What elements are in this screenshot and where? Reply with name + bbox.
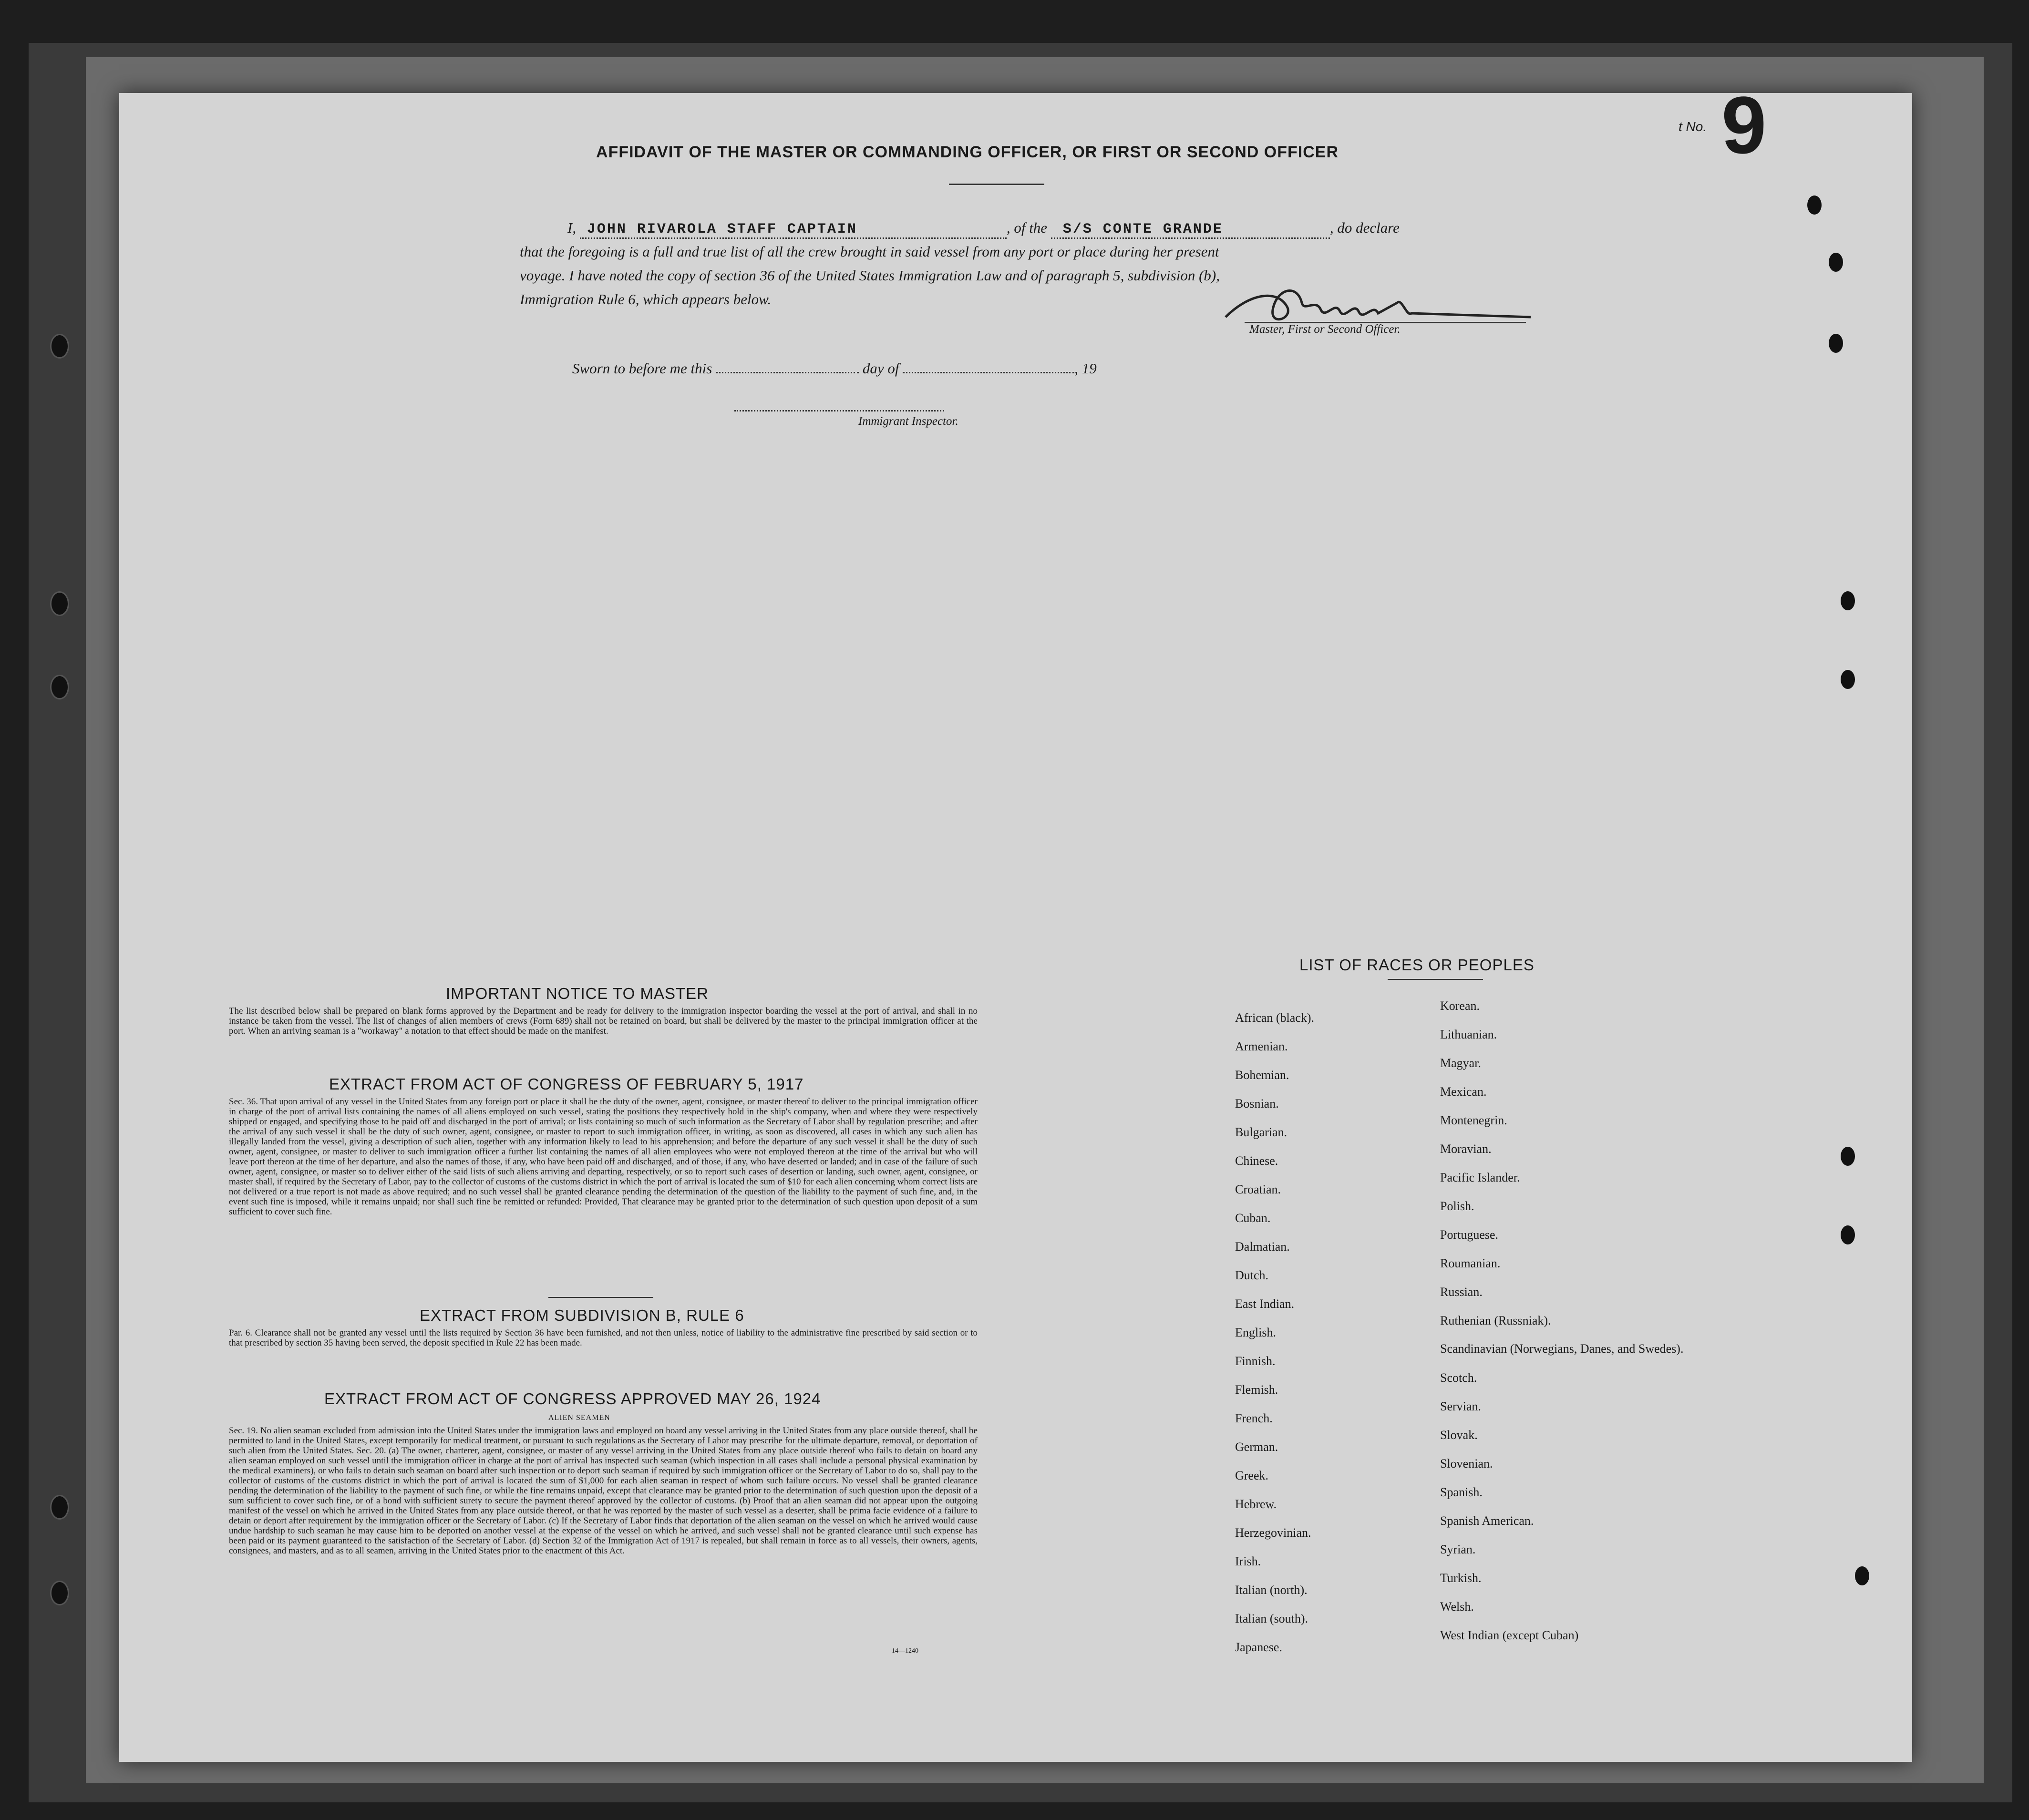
extract-1924-subtitle: ALIEN SEAMEN xyxy=(548,1414,610,1422)
year-label: , 19 xyxy=(1074,360,1097,377)
race-item: West Indian (except Cuban) xyxy=(1440,1628,1579,1642)
race-item: Servian. xyxy=(1440,1399,1481,1413)
races-title: LIST OF RACES OR PEOPLES xyxy=(1299,956,1535,974)
affidavit-title: AFFIDAVIT OF THE MASTER OR COMMANDING OFFICER, OR FIRST OR SECOND OFFICER xyxy=(596,143,1339,161)
race-item: Lithuanian. xyxy=(1440,1028,1497,1041)
races-left-column xyxy=(1235,1011,1473,1669)
race-item: Spanish American. xyxy=(1440,1514,1534,1528)
races-right-column xyxy=(1440,999,1707,1657)
race-item: Korean. xyxy=(1440,999,1480,1013)
race-item: Polish. xyxy=(1440,1199,1474,1213)
race-item: Ruthenian (Russniak). xyxy=(1440,1314,1551,1327)
race-item: Portuguese. xyxy=(1440,1228,1499,1242)
section-rule xyxy=(548,1297,653,1298)
document-page xyxy=(119,80,1912,1762)
race-item: Flemish. xyxy=(1235,1383,1278,1397)
race-item: Russian. xyxy=(1440,1285,1483,1299)
race-item: Scotch. xyxy=(1440,1371,1477,1385)
race-item: Turkish. xyxy=(1440,1571,1482,1585)
race-item: Finnish. xyxy=(1235,1354,1276,1368)
race-item: Scandinavian (Norwegians, Danes, and Swedes). xyxy=(1440,1342,1684,1356)
punch-hole xyxy=(1841,670,1855,689)
race-item: Moravian. xyxy=(1440,1142,1492,1156)
affidavit-pre-name: I, xyxy=(567,219,577,236)
sworn-line xyxy=(572,360,1097,377)
master-name-field: JOHN RIVAROLA STAFF CAPTAIN xyxy=(580,221,1007,239)
race-item: English. xyxy=(1235,1326,1276,1339)
form-number: 14—1240 xyxy=(892,1647,918,1655)
affidavit-of-the: , of the xyxy=(1006,219,1048,236)
vessel-name-field: S/S CONTE GRANDE xyxy=(1051,221,1330,239)
notice-title: IMPORTANT NOTICE TO MASTER xyxy=(446,985,709,1002)
punch-hole xyxy=(1829,253,1843,272)
sworn-day-field xyxy=(716,372,859,373)
punch-hole xyxy=(1841,591,1855,610)
race-item: German. xyxy=(1235,1440,1278,1454)
punch-hole xyxy=(1841,1225,1855,1244)
affidavit-line3: voyage. I have noted the copy of section 36 of the United States Immigration Law and of paragraph 5, subdivision (b), xyxy=(520,267,1220,284)
races-rule xyxy=(1388,979,1483,980)
race-item: Magyar. xyxy=(1440,1056,1481,1070)
race-item: Spanish. xyxy=(1440,1485,1483,1499)
race-item: Cuban. xyxy=(1235,1211,1271,1225)
race-item: Italian (south). xyxy=(1235,1612,1308,1625)
race-item: Slovenian. xyxy=(1440,1457,1493,1470)
signature-caption: Master, First or Second Officer. xyxy=(1249,323,1401,336)
race-item: Pacific Islander. xyxy=(1440,1171,1520,1184)
race-item: Japanese. xyxy=(1235,1640,1282,1654)
affidavit-line4: Immigration Rule 6, which appears below. xyxy=(520,291,772,308)
affidavit-line1 xyxy=(567,219,1400,239)
race-item: African (black). xyxy=(1235,1011,1315,1025)
sworn-month-field xyxy=(903,372,1074,373)
binder-hole xyxy=(50,1495,69,1520)
race-item: Herzegovinian. xyxy=(1235,1526,1311,1540)
race-item: Chinese. xyxy=(1235,1154,1278,1168)
extract-1924-title: EXTRACT FROM ACT OF CONGRESS APPROVED MAY 26, 1924 xyxy=(324,1390,821,1408)
page-no-label: t No. xyxy=(1679,119,1707,134)
sworn-label: Sworn to before me this xyxy=(572,360,712,377)
race-item: Welsh. xyxy=(1440,1600,1474,1614)
punch-hole xyxy=(1841,1147,1855,1166)
race-item: French. xyxy=(1235,1411,1273,1425)
race-item: Armenian. xyxy=(1235,1039,1288,1053)
race-item: East Indian. xyxy=(1235,1297,1295,1311)
race-item: Dutch. xyxy=(1235,1268,1269,1282)
race-item: Greek. xyxy=(1235,1469,1269,1482)
binder-hole xyxy=(50,1581,69,1605)
race-item: Roumanian. xyxy=(1440,1256,1501,1270)
binder-hole xyxy=(50,591,69,616)
inspector-signature-line xyxy=(734,410,944,411)
race-item: Bosnian. xyxy=(1235,1097,1279,1111)
page-number: 9 xyxy=(1721,80,1767,171)
punch-hole xyxy=(1855,1566,1869,1585)
extract-rule6-body: Par. 6. Clearance shall not be granted any vessel until the lists required by Section 36 have been furnished, and not then unless, notice of liability to the administrative fine prescribed by said section or to that prescribed by section 35 having been served, the deposit specified in Rule 22 has been made. xyxy=(229,1328,978,1348)
extract-1917-body: Sec. 36. That upon arrival of any vessel in the United States from any foreign port or place it shall be the duty of the owner, agent, consignee, or master thereof to deliver to the principal immigration officer in charge of the port of arrival lists containing the names of all aliens employed on such vessel, stating the positions they respectively hold in the ship's company, when and where they were respectively shipped or engaged, and specifying those to be paid off and discharged in the port of arrival; or lists containing so much of such information as the Secretary of Labor shall by regulation prescribe; and after the arrival of any such vessel it shall be the duty of such owner, agent, consignee, or master to report to such immigration officer, in writing, as soon as discovered, all cases in which any such alien has illegally landed from the vessel, giving a description of such alien, together with any information likely to lead to his apprehension; and before the departure of any such vessel it shall be the duty of such owner, agent, consignee, or master to deliver to such immigration officer a further list containing the names of all alien employees who were not employed thereon at the time of the arrival but who will leave port thereon at the time of her departure, and also the names of those, if any, who have been paid off and discharged, and of those, if any, who have deserted or landed; and in case of the failure of such owner, agent, consignee, or master so to deliver either of the said lists of such aliens arriving and departing, respectively, or so to report such cases of desertion or landing, such owner, agent, consignee, or master shall, if required by the Secretary of Labor, pay to the collector of customs of the customs district in which the port of arrival is located the sum of $10 for each alien concerning whom correct lists are not delivered or a true report is not made as above required; and no such vessel shall be granted clearance pending the determination of the question of the liability to the payment of such fine, and, in the event such fine is imposed, while it remains unpaid; nor shall such fine be remitted or refunded: Provided, That clearance may be granted prior to the determination of such question upon deposit of a sum sufficient to cover such fine. xyxy=(229,1097,978,1217)
extract-1917-title: EXTRACT FROM ACT OF CONGRESS OF FEBRUARY 5, 1917 xyxy=(329,1075,804,1093)
race-item: Montenegrin. xyxy=(1440,1113,1507,1127)
day-of-label: day of xyxy=(862,360,899,377)
race-item: Bulgarian. xyxy=(1235,1125,1287,1139)
race-item: Syrian. xyxy=(1440,1542,1476,1556)
race-item: Italian (north). xyxy=(1235,1583,1308,1597)
punch-hole xyxy=(1807,195,1822,215)
race-item: Mexican. xyxy=(1440,1085,1487,1099)
race-item: Bohemian. xyxy=(1235,1068,1289,1082)
extract-rule6-title: EXTRACT FROM SUBDIVISION B, RULE 6 xyxy=(420,1306,744,1324)
affidavit-line2: that the foregoing is a full and true list of all the crew brought in said vessel from any port or place during her present xyxy=(520,243,1219,260)
race-item: Slovak. xyxy=(1440,1428,1478,1442)
notice-body: The list described below shall be prepared on blank forms approved by the Department and be ready for delivery to the immigration inspector boarding the vessel at the port of arrival, and shall in no instance be taken from the vessel. The list of changes of alien members of crews (Form 689) shall not be retained on board, but shall be delivered by the master to the principal immigration officer at the port. When an arriving seaman is a "workaway" a notation to that effect should be made on the manifest. xyxy=(229,1006,978,1036)
punch-hole xyxy=(1829,334,1843,353)
race-item: Irish. xyxy=(1235,1554,1261,1568)
binder-hole xyxy=(50,334,69,359)
race-item: Croatian. xyxy=(1235,1182,1281,1196)
binder-hole xyxy=(50,675,69,699)
affidavit-declare: , do declare xyxy=(1329,219,1400,236)
inspector-label: Immigrant Inspector. xyxy=(858,415,958,428)
title-rule xyxy=(949,184,1044,185)
race-item: Dalmatian. xyxy=(1235,1240,1290,1254)
extract-1924-body: Sec. 19. No alien seaman excluded from admission into the United States under the immigration laws and employed on board any vessel arriving in the United States from any place outside thereof, shall be permitted to land in the United States, except temporarily for medical treatment, or pursuant to such regulations as the Secretary of Labor may prescribe for the ultimate departure, removal, or deportation of such alien from the United States. Sec. 20. (a) The owner, charterer, agent, consignee, or master of any vessel arriving in the United States from any place outside thereof who fails to detain on board any alien seaman employed on such vessel until the immigration officer in charge at the port of arrival has inspected such seaman (which inspection in all cases shall include a personal physical examination by the medical examiners), or who fails to detain such seaman on board after such inspection or to deport such seaman if required by such immigration officer or the Secretary of Labor to do so, shall pay to the collector of customs of the customs district in which the port of arrival is located the sum of $1,000 for each alien seaman in respect of whom such failure occurs. No vessel shall be granted clearance pending the determination of the liability to the payment of such fine, or while the fine remains unpaid, except that clearance may be granted prior to the determination of such question upon the deposit of a sum sufficient to cover such fine, or of a bond with sufficient surety to secure the payment thereof approved by the collector of customs. (b) Proof that an alien seaman did not appear upon the outgoing manifest of the vessel on which he arrived in the United States from any place outside thereof, or that he was reported by the master of such vessel as a deserter, shall be prima facie evidence of a failure to detain or deport after requirement by the immigration officer or the Secretary of Labor. (c) If the Secretary of Labor finds that deportation of the alien seaman on the vessel on which he arrived would cause undue hardship to such seaman he may cause him to be deported on another vessel at the expense of the vessel on which he arrived, and such vessel shall not be granted clearance until such expense has been paid or its payment guaranteed to the satisfaction of the Secretary of Labor. (d) Section 32 of the Immigration Act of 1917 is repealed, but shall remain in force as to all vessels, their owners, agents, consignees, and masters, and as to all seamen, arriving in the United States prior to the enactment of this Act. xyxy=(229,1426,978,1556)
race-item: Hebrew. xyxy=(1235,1497,1277,1511)
